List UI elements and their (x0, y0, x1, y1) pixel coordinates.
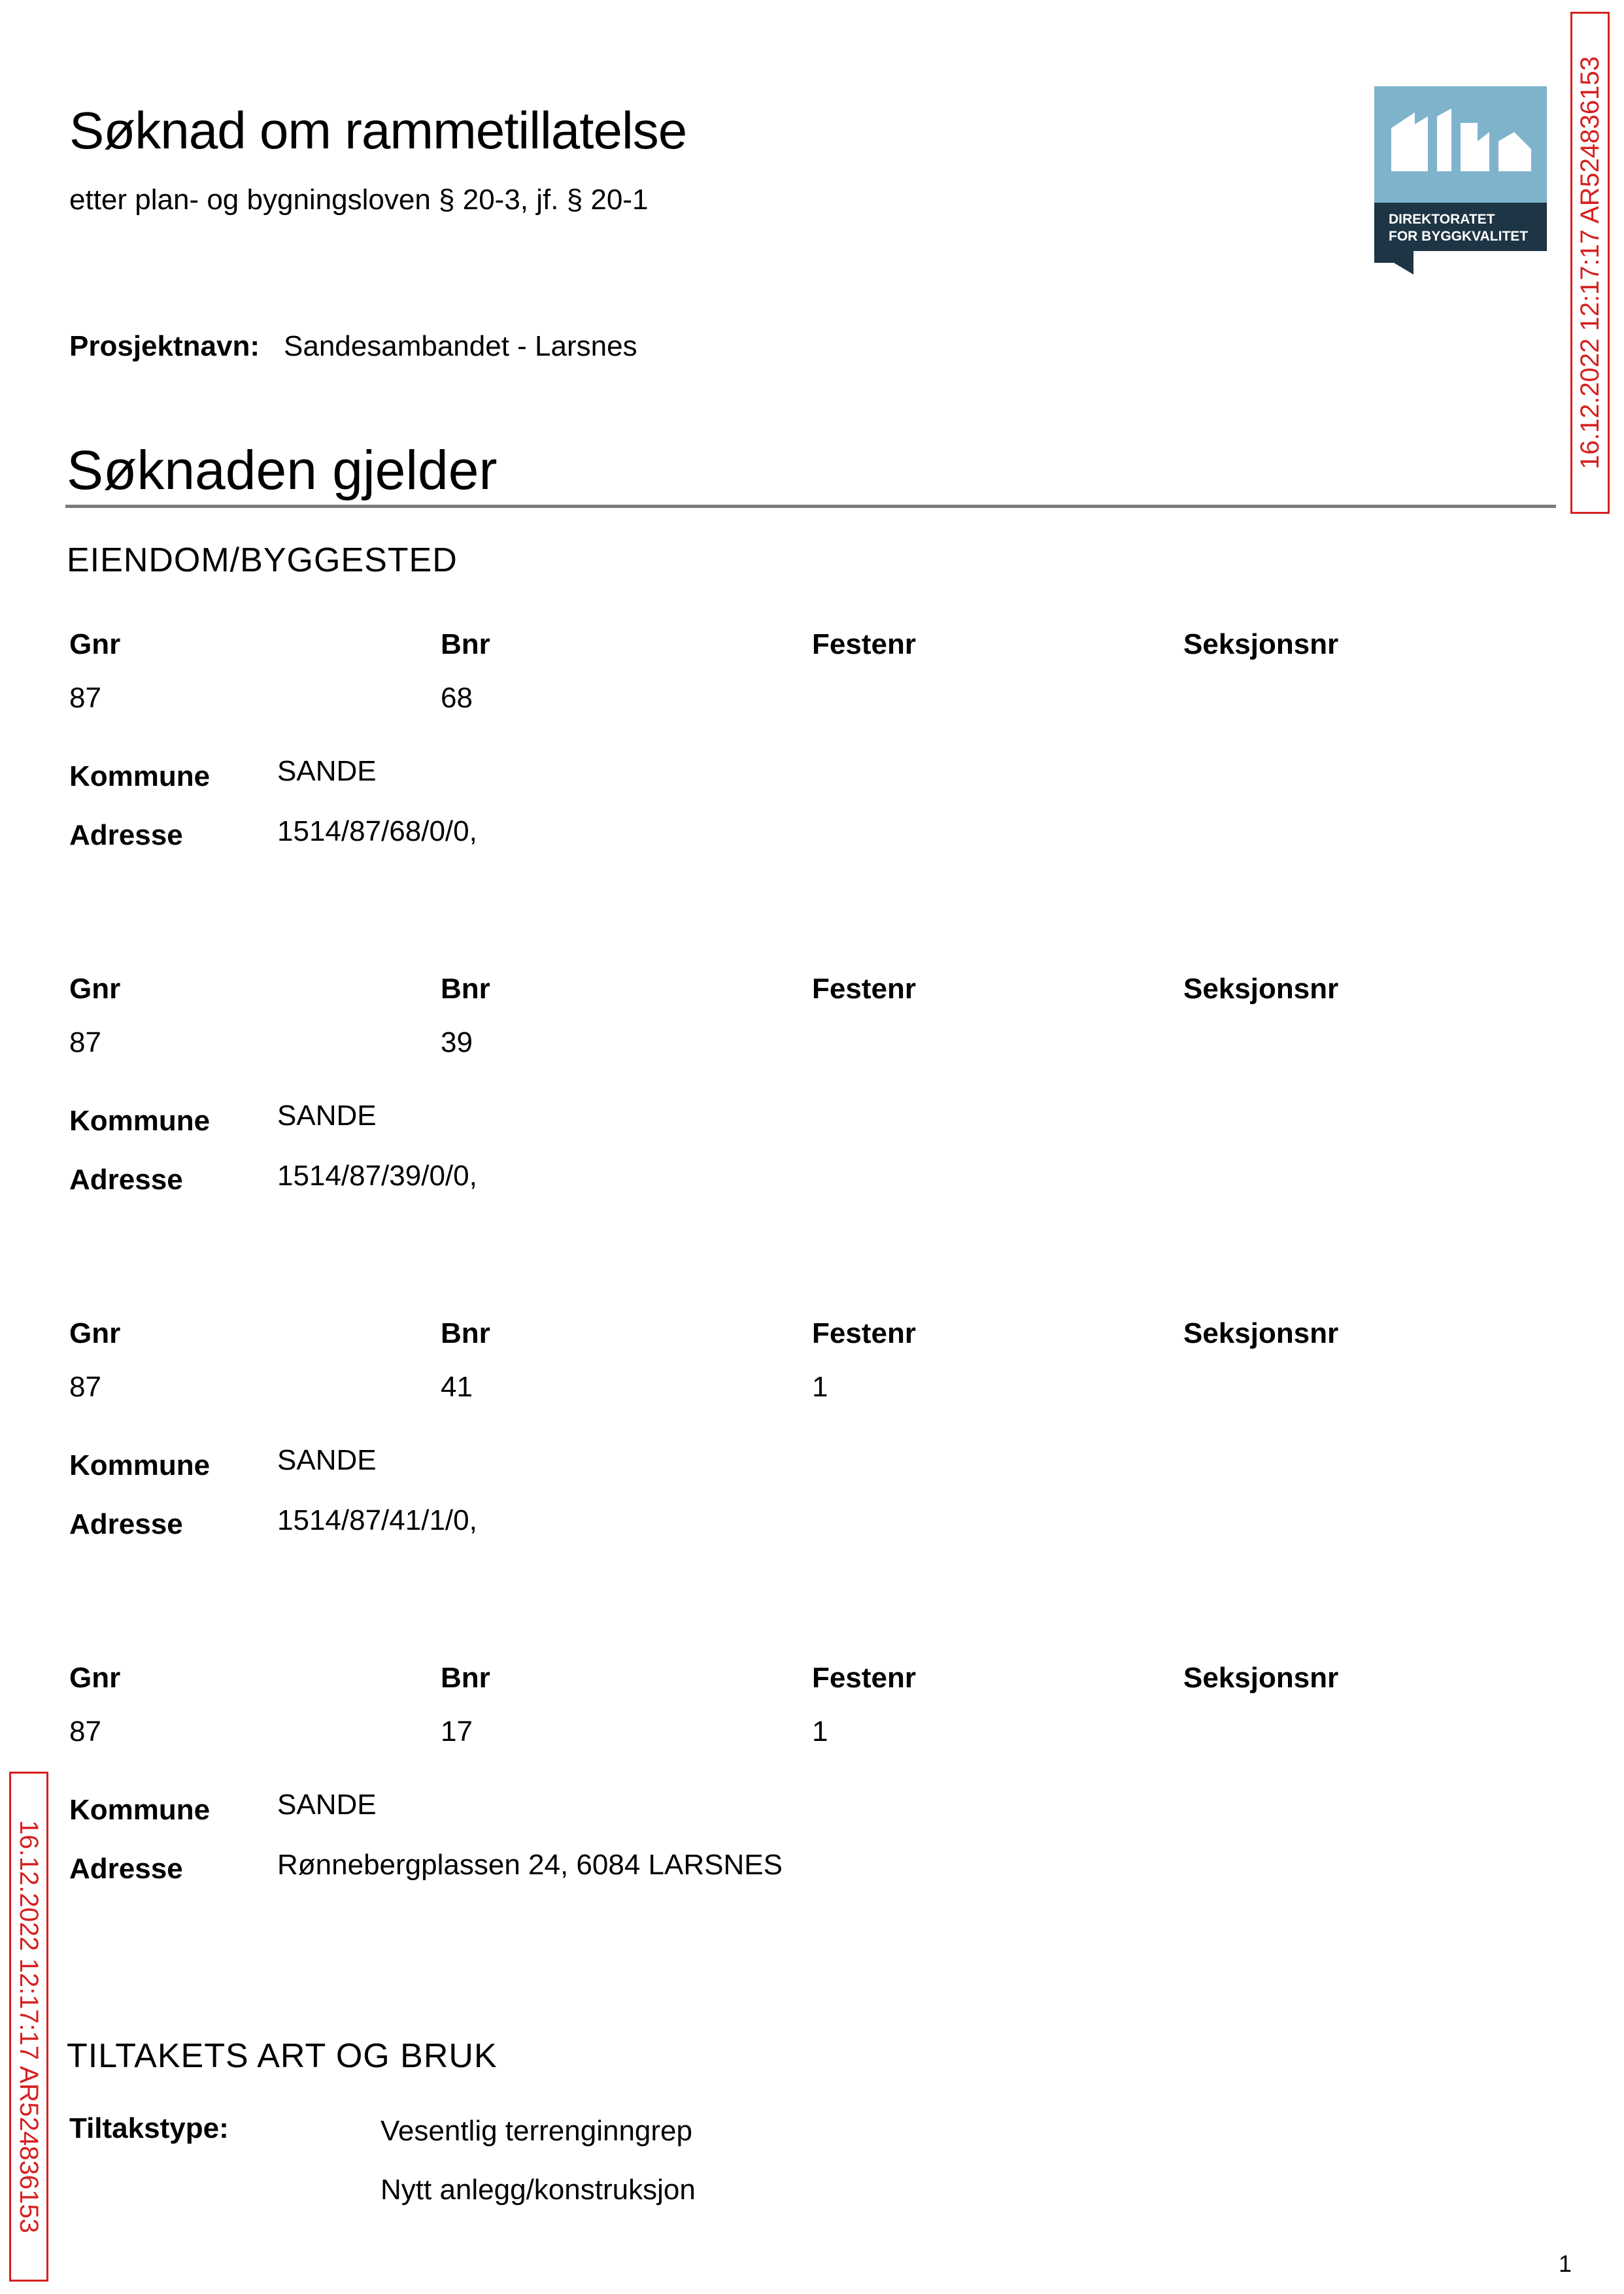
kommune-label: Kommune (69, 1794, 211, 1826)
gnr-value: 87 (69, 1371, 101, 1403)
festenr-label: Festenr (812, 973, 916, 1005)
logo-text-line2: FOR BYGGKVALITET (1389, 229, 1529, 244)
project-name-value: Sandesambandet - Larsnes (284, 330, 637, 362)
bnr-value: 39 (441, 1026, 473, 1058)
page-number: 1 (1559, 2250, 1572, 2277)
bnr-label: Bnr (441, 1317, 490, 1349)
gnr-label: Gnr (69, 973, 121, 1005)
tiltakstype-item: Vesentlig terrenginngrep (381, 2115, 692, 2147)
property-block (0, 1314, 1624, 1615)
dibk-logo-icon (1374, 86, 1547, 275)
bnr-label: Bnr (441, 628, 490, 660)
kommune-value: SANDE (277, 1789, 377, 1821)
festenr-label: Festenr (812, 628, 916, 660)
seksjonsnr-label: Seksjonsnr (1183, 1317, 1339, 1349)
document-title: Søknad om rammetillatelse (69, 101, 687, 160)
timestamp-stamp-left-text: 16.12.2022 12:17:17 AR524836153 (14, 1820, 44, 2233)
gnr-label: Gnr (69, 628, 121, 660)
kommune-value: SANDE (277, 1100, 377, 1132)
section-heading: Søknaden gjelder (67, 439, 498, 501)
project-name-label: Prosjektnavn: (69, 330, 260, 362)
adresse-value: Rønnebergplassen 24, 6084 LARSNES (277, 1849, 783, 1881)
document-subtitle: etter plan- og bygningsloven § 20-3, jf. § 20-1 (69, 184, 649, 216)
gnr-label: Gnr (69, 1662, 121, 1694)
adresse-label: Adresse (69, 1508, 183, 1540)
property-block (0, 625, 1624, 926)
dibk-logo (1374, 86, 1547, 275)
seksjonsnr-label: Seksjonsnr (1183, 973, 1339, 1005)
gnr-value: 87 (69, 1026, 101, 1058)
seksjonsnr-label: Seksjonsnr (1183, 628, 1339, 660)
kommune-label: Kommune (69, 1105, 211, 1137)
adresse-label: Adresse (69, 1164, 183, 1196)
timestamp-stamp-right-text: 16.12.2022 12:17:17 AR524836153 (1576, 56, 1605, 469)
festenr-value: 1 (812, 1715, 828, 1747)
kommune-value: SANDE (277, 1444, 377, 1476)
bnr-label: Bnr (441, 973, 490, 1005)
gnr-label: Gnr (69, 1317, 121, 1349)
adresse-value: 1514/87/39/0/0, (277, 1160, 477, 1192)
logo-text-line1: DIREKTORATET (1389, 212, 1495, 227)
bnr-value: 68 (441, 682, 473, 714)
festenr-label: Festenr (812, 1662, 916, 1694)
property-heading: EIENDOM/BYGGESTED (67, 541, 458, 579)
bnr-value: 41 (441, 1371, 473, 1403)
section-divider (65, 505, 1556, 508)
gnr-value: 87 (69, 682, 101, 714)
seksjonsnr-label: Seksjonsnr (1183, 1662, 1339, 1694)
property-block (0, 1659, 1624, 1959)
festenr-label: Festenr (812, 1317, 916, 1349)
bnr-label: Bnr (441, 1662, 490, 1694)
adresse-value: 1514/87/68/0/0, (277, 815, 477, 847)
property-block (0, 970, 1624, 1270)
tiltak-heading: TILTAKETS ART OG BRUK (67, 2037, 498, 2075)
timestamp-stamp-right (1570, 12, 1610, 514)
festenr-value: 1 (812, 1371, 828, 1403)
tiltakstype-item: Nytt anlegg/konstruksjon (381, 2174, 696, 2206)
tiltakstype-label: Tiltakstype: (69, 2112, 229, 2144)
adresse-value: 1514/87/41/1/0, (277, 1504, 477, 1536)
adresse-label: Adresse (69, 819, 183, 851)
kommune-label: Kommune (69, 760, 211, 792)
adresse-label: Adresse (69, 1853, 183, 1885)
kommune-label: Kommune (69, 1449, 211, 1481)
gnr-value: 87 (69, 1715, 101, 1747)
kommune-value: SANDE (277, 755, 377, 787)
bnr-value: 17 (441, 1715, 473, 1747)
